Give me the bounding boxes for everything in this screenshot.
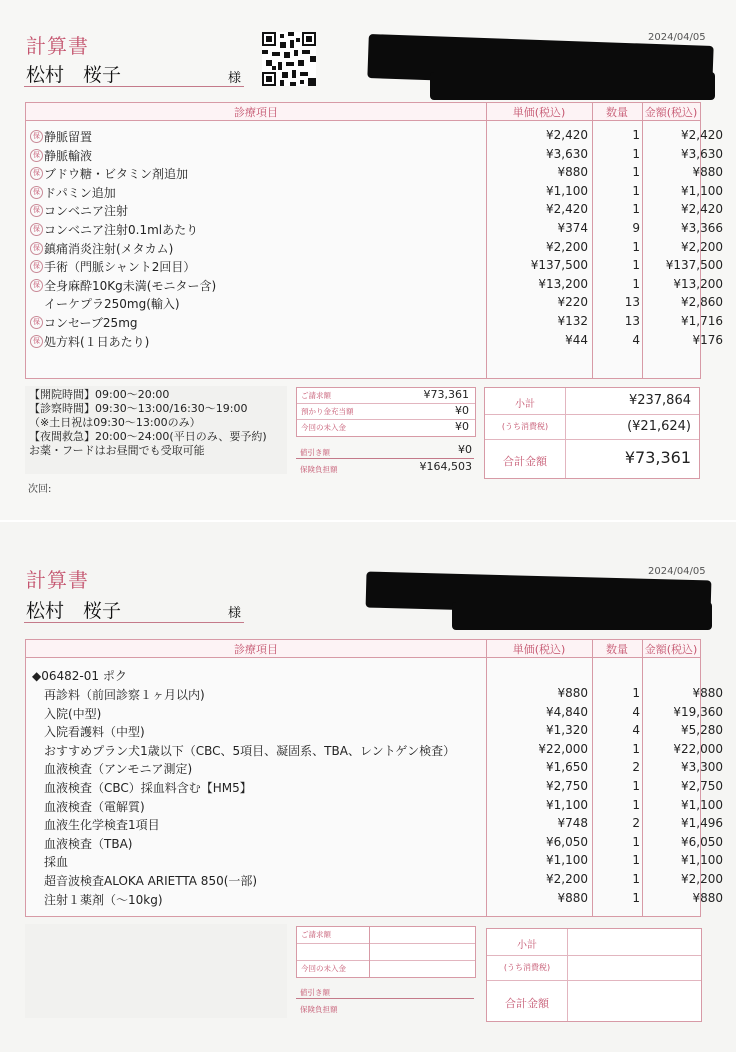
name-underline [24, 622, 244, 623]
hours-line: （※土日祝は09:30〜13:00のみ） [29, 416, 201, 429]
amount: ¥1,100 [681, 183, 723, 198]
table-row [26, 257, 723, 276]
amount: ¥2,200 [681, 872, 723, 886]
item-name: 全身麻酔10Kg未満(モニター含) [44, 278, 217, 293]
quantity: 1 [632, 779, 640, 793]
items-table [25, 102, 723, 379]
discount-label: 値引き額 [300, 448, 330, 457]
payment-box [296, 926, 476, 978]
quantity: 1 [632, 239, 640, 254]
subtotal-label: 小計 [517, 940, 537, 951]
quantity: 13 [624, 314, 640, 328]
hours-line: 【診察時間】09:30〜13:00/16:30〜19:00 [29, 402, 248, 415]
payment-divider [369, 927, 370, 977]
item-name: イーケプラ250mg(輸入) [44, 297, 180, 312]
amount: ¥880 [692, 890, 723, 905]
header-amount: 金額(税込) [644, 106, 698, 119]
table-header [26, 640, 700, 658]
amount: ¥176 [692, 332, 723, 347]
redaction-bar [430, 72, 715, 100]
table-row [26, 201, 723, 220]
unit-price: ¥748 [557, 816, 588, 831]
discount-label: 値引き額 [300, 988, 330, 997]
next-visit-label: 次回: [28, 484, 52, 495]
name-underline [24, 86, 244, 87]
amount: ¥1,100 [681, 853, 723, 868]
amount: ¥13,200 [673, 276, 723, 291]
amount: ¥137,500 [665, 258, 723, 273]
insurance-value: ¥164,503 [419, 460, 472, 473]
tax-label: (うち消費税) [501, 422, 549, 431]
summary-box [486, 928, 702, 1022]
quantity: 1 [632, 686, 640, 700]
amount: ¥880 [692, 165, 723, 180]
insurance-mark-icon: 保 [30, 316, 43, 329]
item-name: 手術（門脈シャント2回目） [44, 260, 196, 275]
table-row [26, 834, 723, 853]
table-row [26, 871, 723, 890]
invoice-title: 計算書 [26, 34, 89, 58]
insurance-mark-icon: 保 [30, 186, 43, 199]
billed-row [297, 388, 475, 404]
unit-price: ¥132 [557, 314, 588, 328]
unit-price: ¥880 [557, 890, 588, 905]
unit-price: ¥22,000 [538, 741, 588, 756]
table-row [26, 239, 723, 258]
tax-label: (うち消費税) [503, 963, 551, 972]
tax-value: (¥21,624) [627, 419, 691, 434]
table-row [26, 313, 723, 332]
item-name: 静脈留置 [44, 130, 93, 144]
table-row [26, 704, 723, 723]
quantity: 2 [632, 760, 640, 775]
insurance-mark-icon: 保 [30, 204, 43, 217]
unit-price: ¥880 [557, 686, 588, 700]
unpaid-label: 今回の未入金 [301, 964, 346, 973]
subtotal-label: 小計 [515, 399, 535, 410]
table-row [26, 852, 723, 871]
billed-row [297, 927, 475, 944]
quantity: 1 [632, 834, 640, 849]
item-name: 静脈輸液 [44, 148, 93, 163]
table-row [26, 815, 723, 834]
divider [296, 998, 474, 999]
subtotal-row [485, 388, 699, 415]
billed-value: ¥73,361 [423, 388, 469, 401]
quantity: 1 [632, 872, 640, 886]
item-name: 血液検査（CBC）採血料含む【HM5】 [44, 781, 252, 795]
item-name: 注射１薬剤（〜10kg) [44, 892, 163, 907]
quantity: 1 [632, 890, 640, 905]
quantity: 2 [632, 816, 640, 831]
deposit-row [297, 404, 475, 420]
amount: ¥1,496 [681, 816, 723, 831]
insurance-mark-icon: 保 [30, 335, 43, 348]
item-name: 血液検査（電解質) [44, 799, 145, 814]
deposit-value: ¥0 [455, 404, 469, 417]
invoice-title: 計算書 [26, 568, 89, 592]
quantity: 4 [632, 723, 640, 738]
insurance-mark-icon: 保 [30, 223, 43, 236]
table-row [26, 220, 723, 239]
table-row [26, 759, 723, 778]
table-row [26, 276, 723, 295]
insurance-mark-icon: 保 [30, 279, 43, 292]
amount: ¥2,200 [681, 239, 723, 254]
amount: ¥880 [692, 686, 723, 700]
blank-row [297, 944, 475, 961]
total-row [487, 981, 701, 1020]
header-amount: 金額(税込) [644, 643, 698, 656]
item-name: 超音波検査ALOKA ARIETTA 850(一部) [44, 874, 258, 888]
quantity: 4 [632, 704, 640, 719]
invoice-sheet-top [0, 0, 736, 520]
amount: ¥2,420 [681, 128, 723, 142]
quantity: 9 [632, 221, 640, 235]
unit-price: ¥2,750 [546, 779, 588, 793]
table-row [26, 127, 723, 146]
billed-label: ご請求額 [301, 391, 331, 400]
table-row [26, 778, 723, 797]
amount: ¥5,280 [681, 723, 723, 738]
quantity: 1 [632, 146, 640, 161]
amount: ¥2,750 [681, 779, 723, 793]
item-name: ドパミン追加 [44, 185, 116, 200]
honorific: 様 [228, 606, 242, 621]
table-row [26, 146, 723, 165]
unpaid-row [297, 420, 475, 435]
divider [296, 458, 474, 459]
quantity: 1 [632, 853, 640, 868]
unpaid-label: 今回の未入金 [301, 423, 346, 432]
tax-row [485, 415, 699, 440]
item-name: 血液生化学検査1項目 [44, 818, 160, 833]
clinic-hours [25, 386, 287, 474]
table-header [26, 103, 700, 121]
invoice-date: 2024/04/05 [648, 566, 706, 577]
table-row [26, 294, 723, 313]
subtotal-row [487, 929, 701, 956]
summary-box [484, 387, 700, 479]
payment-box [296, 387, 476, 437]
hours-line: 【夜間救急】20:00〜24:00(平日のみ、要予約) [29, 430, 267, 443]
item-name: 処方料(１日あたり) [44, 334, 150, 349]
items-table [25, 639, 723, 917]
item-name: コンベニア注射0.1mlあたり [44, 223, 199, 237]
item-name: 入院看護料（中型) [44, 725, 145, 740]
pet-id-text: ◆06482-01 ポク [32, 669, 127, 683]
header-item: 診療項目 [234, 643, 278, 656]
item-name: コンセーブ25mg [44, 316, 138, 330]
unit-price: ¥1,650 [546, 760, 588, 775]
insurance-mark-icon: 保 [30, 260, 43, 273]
table-row [26, 741, 723, 760]
table-row [26, 890, 723, 909]
amount: ¥19,360 [673, 704, 723, 719]
unit-price: ¥1,100 [546, 853, 588, 868]
table-row [26, 722, 723, 741]
patient-name: 松村 桜子 [26, 600, 122, 622]
amount: ¥1,716 [681, 314, 723, 328]
header-unit-price: 単価(税込) [512, 643, 566, 656]
header-item: 診療項目 [234, 106, 278, 119]
pet-id-line [26, 666, 700, 685]
table-row [26, 183, 723, 202]
insurance-mark-icon: 保 [30, 242, 43, 255]
total-row [485, 440, 699, 477]
quantity: 13 [624, 295, 640, 310]
amount: ¥3,300 [681, 760, 723, 775]
subtotal-value: ¥237,864 [628, 393, 691, 408]
invoice-date: 2024/04/05 [648, 32, 706, 43]
unit-price: ¥1,320 [546, 723, 588, 738]
quantity: 1 [632, 797, 640, 812]
amount: ¥3,366 [681, 221, 723, 235]
hours-line: 【開院時間】09:00〜20:00 [29, 388, 170, 401]
patient-name: 松村 桜子 [26, 64, 122, 86]
item-name: 血液検査（TBA) [44, 836, 133, 851]
table-row [26, 164, 723, 183]
unit-price: ¥13,200 [538, 276, 588, 291]
insurance-mark-icon: 保 [30, 130, 43, 143]
table-row [26, 797, 723, 816]
invoice-sheet-bottom [0, 522, 736, 1052]
amount: ¥1,100 [681, 797, 723, 812]
table-row [26, 685, 723, 704]
table-row [26, 332, 723, 351]
qr-code-icon [262, 32, 316, 86]
deposit-label: 預かり金充当額 [301, 407, 354, 416]
unit-price: ¥2,200 [546, 239, 588, 254]
quantity: 1 [632, 741, 640, 756]
item-name: ブドウ糖・ビタミン剤追加 [44, 167, 189, 182]
header-qty: 数量 [606, 643, 628, 656]
item-name: 血液検査（アンモニア測定) [44, 762, 193, 777]
quantity: 4 [632, 332, 640, 347]
billed-label: ご請求額 [301, 930, 331, 939]
header-qty: 数量 [606, 106, 628, 119]
unit-price: ¥3,630 [546, 146, 588, 161]
amount: ¥22,000 [673, 741, 723, 756]
quantity: 1 [632, 183, 640, 198]
quantity: 1 [632, 202, 640, 217]
redaction-bar [452, 602, 712, 630]
quantity: 1 [632, 276, 640, 291]
unit-price: ¥2,420 [546, 128, 588, 142]
amount: ¥2,420 [681, 202, 723, 217]
item-name: 入院(中型) [44, 706, 102, 721]
discount-value: ¥0 [458, 443, 472, 456]
unpaid-row [297, 961, 475, 976]
unit-price: ¥2,420 [546, 202, 588, 217]
unit-price: ¥2,200 [546, 872, 588, 886]
unit-price: ¥137,500 [530, 258, 588, 273]
unpaid-value: ¥0 [455, 420, 469, 433]
item-name: おすすめプラン犬1歳以下（CBC、5項目、凝固系、TBA、レントゲン検査） [44, 743, 456, 758]
hours-line: お薬・フードはお昼間でも受取可能 [29, 444, 205, 457]
clinic-hours-blank [25, 924, 287, 1018]
unit-price: ¥4,840 [546, 704, 588, 719]
insurance-mark-icon: 保 [30, 149, 43, 162]
unit-price: ¥1,100 [546, 797, 588, 812]
unit-price: ¥44 [565, 332, 588, 347]
quantity: 1 [632, 128, 640, 142]
unit-price: ¥220 [557, 295, 588, 310]
item-name: コンベニア注射 [44, 204, 129, 219]
item-name: 鎮痛消炎注射(メタカム) [44, 241, 174, 256]
quantity: 1 [632, 258, 640, 273]
total-label: 合計金額 [505, 997, 549, 1010]
quantity: 1 [632, 165, 640, 180]
insurance-label: 保険負担額 [300, 1005, 338, 1014]
item-name: 採血 [44, 855, 69, 870]
amount: ¥6,050 [681, 834, 723, 849]
amount: ¥3,630 [681, 146, 723, 161]
unit-price: ¥1,100 [546, 183, 588, 198]
unit-price: ¥6,050 [546, 834, 588, 849]
amount: ¥2,860 [681, 295, 723, 310]
insurance-mark-icon: 保 [30, 167, 43, 180]
insurance-label: 保険負担額 [300, 465, 338, 474]
tax-row [487, 956, 701, 981]
header-unit-price: 単価(税込) [512, 106, 566, 119]
total-label: 合計金額 [503, 455, 547, 468]
honorific: 様 [228, 71, 242, 86]
item-name: 再診料（前回診察１ヶ月以内) [44, 688, 205, 702]
total-value: ¥73,361 [624, 448, 691, 467]
unit-price: ¥374 [557, 221, 588, 235]
unit-price: ¥880 [557, 165, 588, 180]
